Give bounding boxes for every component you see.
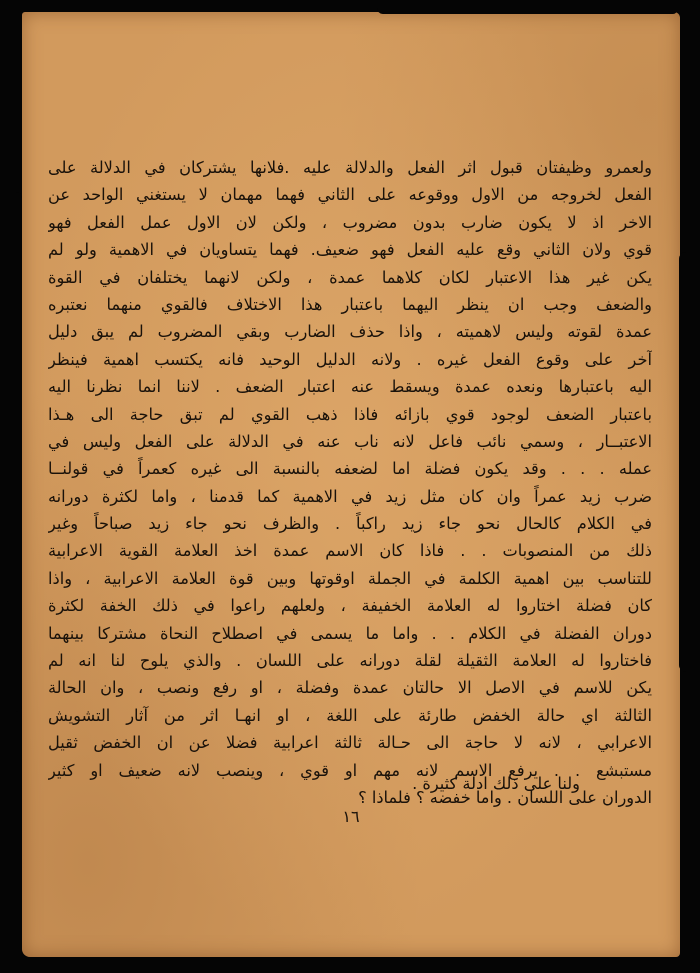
text-line: مستبشع . . يرفع الاسم لانه مهم او قوي ، وينصب لانه ضعيف او كثير <box>48 760 652 780</box>
text-line: الفعل لخروجه من الاول ووقوعه على الثاني فهما مهمان لا يستغني الواحد عن <box>48 185 652 205</box>
closing-line: ولنا على ذلك ادلة كثيرة . <box>412 774 580 793</box>
text-line: الاخر اذ لا يكون ضارب بدون مضروب ، ولكن لان الاول عمل الفعل فهو <box>48 212 652 232</box>
text-line: يكن للاسم في الاصل الا حالتان عمدة وفضلة ، او رفع ونصب ، وان الحالة <box>48 678 652 698</box>
text-line: عمله . . . وقد يكون فضلة اما لضعفه بالنسبة الى غيره كعمراً في قولنــا <box>48 459 652 479</box>
page-tear-right <box>679 252 686 672</box>
page-tear-left <box>16 192 22 712</box>
text-line: في الكلام كالحال نحو جاء زيد راكباً . والظرف نحو جاء زيد صباحاً وغير <box>48 514 652 534</box>
text-line: عمدة لقوته وليس لاهميته ، واذا حذف الضارب وبقي المضروب لم يبق دليل <box>48 322 652 342</box>
text-line: الثالثة اي حالة الخفض طارئة على اللغة ، او انهـا اثر من آثار التشويش <box>48 705 652 725</box>
text-line: الاعتبــار ، وسمي نائب فاعل لانه ناب عنه في الدلالة على الفعل وليس في <box>48 431 652 451</box>
text-line: والضعف وجب ان ينظر اليهما باعتبار هذا الاختلاف فالقوي منهما نعتبره <box>48 294 652 314</box>
text-line: قوي ولان الثاني وقع عليه الفعل فهو ضعيف. فهما يتساويان في الاهمية ولو لم <box>48 240 652 260</box>
text-line: آخر على وقوع الفعل غيره . ولانه الدليل الوحيد فانه يكتسب اهمية فينظر <box>48 349 652 369</box>
text-line: ضرب زيد عمراً وان كان مثل زيد في الاهمية كما قدمنا ، واما لكثرة دورانه <box>48 486 652 506</box>
text-line: باعتبار الضعف لوجود قوي بازائه فاذا ذهب القوي لم تبق حاجة الى هـذا <box>48 404 652 424</box>
text-line: ذلك من المنصوبات . . فاذا كان الاسم عمدة اخذ العلامة القوية الاعرابية <box>48 541 652 561</box>
text-line: للتناسب بين اهمية الكلمة في الجملة اوقوتها وبين قوة العلامة الاعرابية ، واذا <box>48 568 652 588</box>
book-page <box>22 12 680 957</box>
text-line: ولعمرو وظيفتان قبول اثر الفعل والدلالة عليه .فلانها يشتركان في الدلالة على <box>48 158 652 177</box>
body-text <box>48 154 652 811</box>
text-line: دوران الفضلة في الكلام . . واما ما يسمى في اصطلاح النحاة مشتركا بينهما <box>48 623 652 643</box>
text-line: يكن غير هذا الاعتبار لكان كلاهما عمدة ، ولكن لانهما يختلفان في القوة <box>48 267 652 287</box>
text-line: كان فضلة اختاروا له العلامة الخفيفة ، ولعلهم راعوا في ذلك الخفة لكثرة <box>48 596 652 616</box>
page-number: ١٦ <box>342 807 360 826</box>
text-line: الدوران على اللسان . واما خفضه ؟ فلماذا ؟ <box>358 787 652 807</box>
text-line: اليه باعتبارها ونعده عمدة ويسقط عنه اعتبار الضعف . لاننا انما نظرنا اليه <box>48 377 652 397</box>
text-line: فاختاروا له العلامة الثقيلة لقلة دورانه على اللسان . والذي يلوح لنا انه لم <box>48 651 652 671</box>
page-tear-top <box>377 8 677 14</box>
text-line: الاعرابي ، لانه لا حاجة الى حـالة ثالثة اعرابية فضلا عن ان الخفض ثقيل <box>48 733 652 753</box>
